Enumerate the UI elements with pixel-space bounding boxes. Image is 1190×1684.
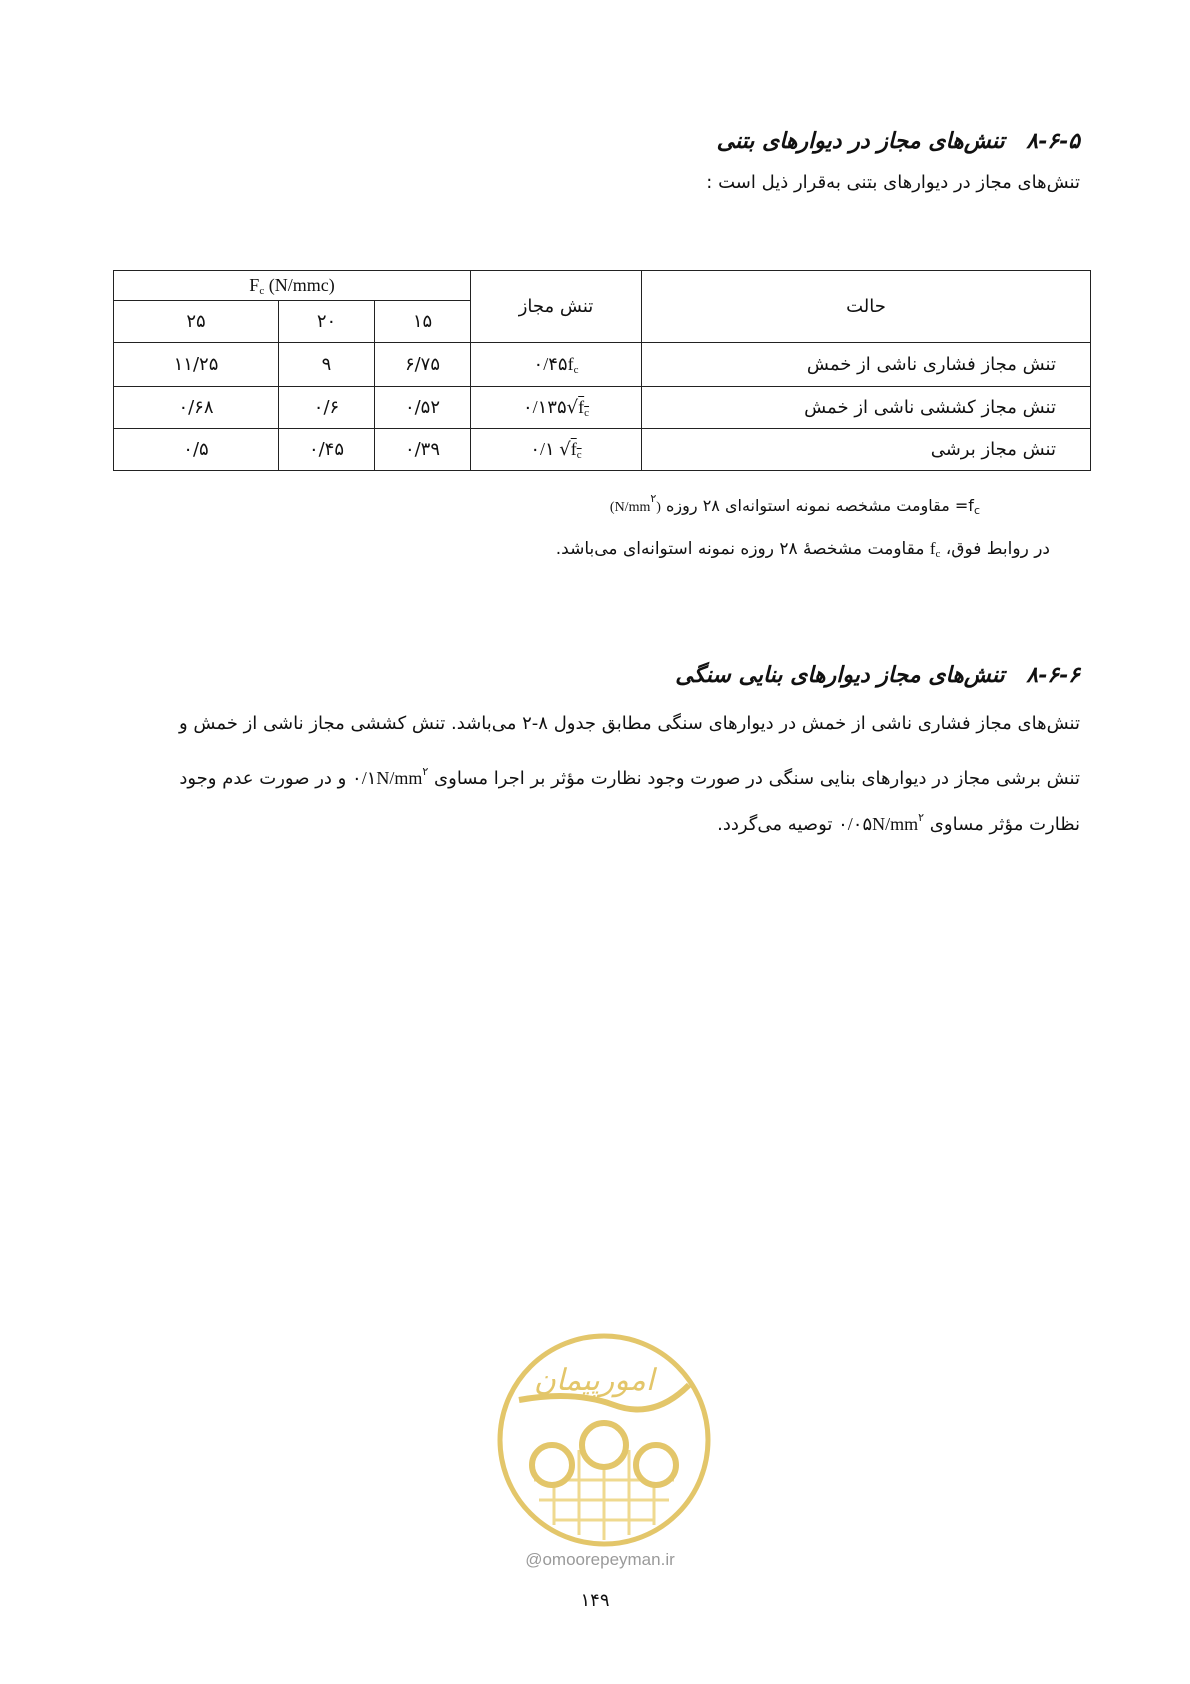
table-row <box>114 343 1091 387</box>
sqrt-icon: √ <box>566 396 579 418</box>
gear-icon <box>582 1423 626 1467</box>
section6-line-1: تنش‌های مجاز فشاری ناشی از خمش در دیوارهای سنگی مطابق جدول ۸-۲ می‌باشد. تنش کششی مجاز ناشی از خمش و <box>179 713 1080 734</box>
section-title: تنش‌های مجاز در دیوارهای بتنی <box>716 128 1005 154</box>
row-allowable-expr: $۰/۱۳۵√f_c$ <box>471 387 642 429</box>
excavator-icon <box>636 1445 676 1485</box>
section-number: ۸-۶-۵ <box>1026 128 1080 154</box>
row-value-20: ۹ <box>279 343 375 387</box>
header-fc-15: ۱۵ <box>375 301 471 343</box>
table-header-row <box>114 271 1091 301</box>
section6-line-3: نظارت مؤثر مساوی $۰/۰۵N/mm^۲$ توصیه می‌گردد. <box>717 812 1080 835</box>
row-value-15: ۰/۵۲ <box>375 387 471 429</box>
row-value-25: ۱۱/۲۵ <box>114 343 279 387</box>
header-fc-25: ۲۵ <box>114 301 279 343</box>
row-allowable-expr: $۰/۴۵f_c$ <box>471 343 642 387</box>
header-fc: $F_c$ (N/mmc) <box>114 271 471 301</box>
table-footnote: $f_c=$ مقاومت مشخصه نمونه استوانه‌ای ۲۸ روزه $(N/mm^۲)$ <box>609 493 980 517</box>
row-value-25: ۰/۶۸ <box>114 387 279 429</box>
section-title: تنش‌های مجاز دیوارهای بنایی سنگی <box>675 662 1005 688</box>
allowable-stress-table <box>113 270 1091 471</box>
header-allowable-stress: تنش مجاز <box>471 271 642 343</box>
row-state: تنش مجاز برشی <box>642 429 1091 471</box>
section-intro: تنش‌های مجاز در دیوارهای بتنی به‌قرار ذیل است : <box>706 172 1080 193</box>
header-state: حالت <box>642 271 1091 343</box>
header-fc-20: ۲۰ <box>279 301 375 343</box>
page-number: ۱۴۹ <box>580 1590 610 1611</box>
row-value-15: ۶/۷۵ <box>375 343 471 387</box>
logo-website: @omoorepeyman.ir <box>525 1550 675 1569</box>
section-heading-8-6-6 <box>675 662 1080 688</box>
row-state: تنش مجاز کششی ناشی از خمش <box>642 387 1091 429</box>
row-value-25: ۰/۵ <box>114 429 279 471</box>
row-value-20: ۰/۶ <box>279 387 375 429</box>
row-allowable-expr: ۰/۱ $√f_c$ <box>471 429 642 471</box>
formula-explanation: در روابط فوق، $f_c$ مقاومت مشخصهٔ ۲۸ روزه نمونه استوانه‌ای می‌باشد. <box>555 539 1050 560</box>
sqrt-icon: √ <box>559 438 571 460</box>
row-value-20: ۰/۴۵ <box>279 429 375 471</box>
section6-line-2: تنش برشی مجاز در دیوارهای بنایی سنگی در صورت وجود نظارت مؤثر بر اجرا مساوی $۰/۱N/mm^۲$ و در صورت عدم وجود <box>179 766 1080 789</box>
omoorepeyman-logo <box>494 1330 714 1550</box>
row-value-15: ۰/۳۹ <box>375 429 471 471</box>
section-number: ۸-۶-۶ <box>1026 662 1080 688</box>
logo-script: امورپیمان <box>533 1363 655 1398</box>
section-heading-8-6-5 <box>717 128 1080 154</box>
table-row <box>114 387 1091 429</box>
table-row <box>114 429 1091 471</box>
row-state: تنش مجاز فشاری ناشی از خمش <box>642 343 1091 387</box>
scale-icon <box>532 1445 572 1485</box>
